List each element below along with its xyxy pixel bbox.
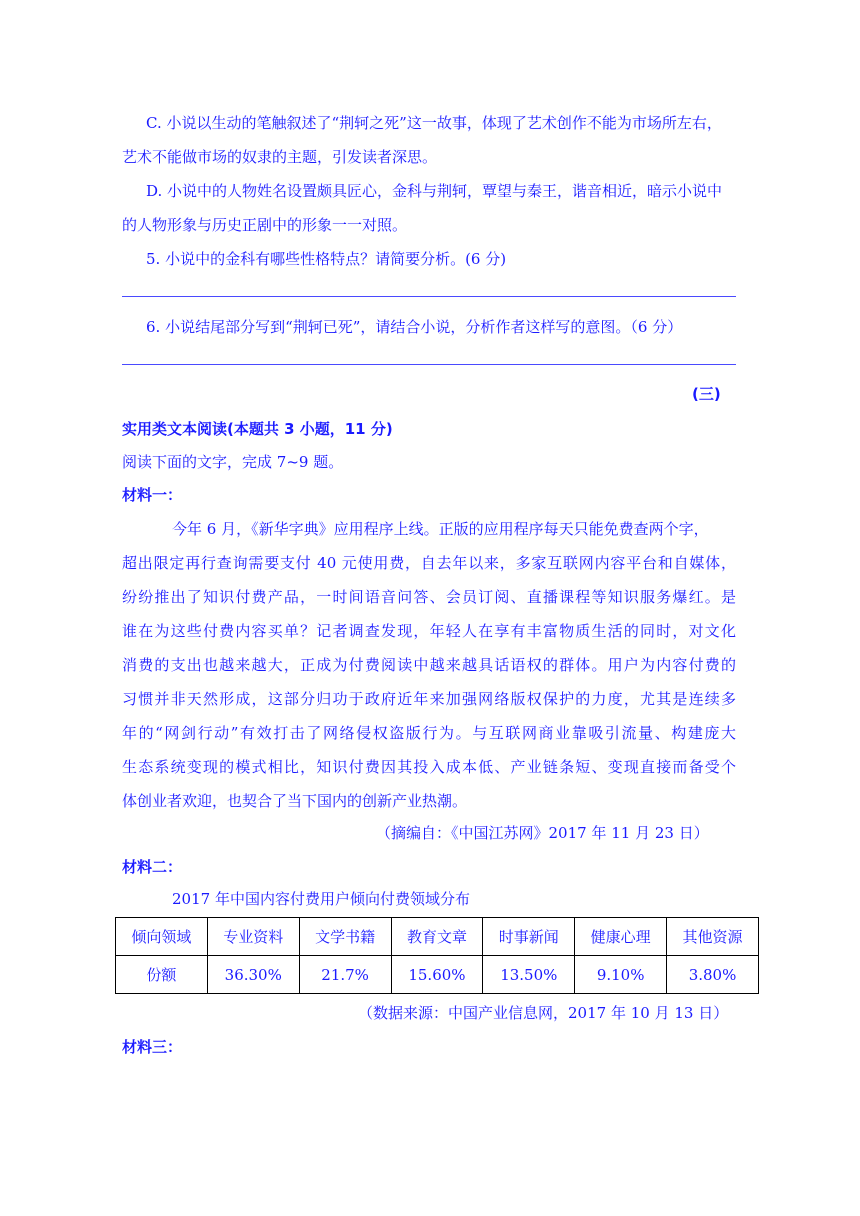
material1-line: 习惯并非天然形成，这部分归功于政府近年来加强网络版权保护的力度，尤其是连续多	[122, 690, 736, 708]
answer-line-5	[122, 296, 736, 297]
material1-line: 生态系统变现的模式相比，知识付费因其投入成本低、产业链条短、变现直接而备受个	[122, 758, 736, 776]
option-d-line2: 的人物形象与历史正剧中的形象一一对照。	[122, 216, 408, 234]
material1-line: 年的“网剑行动”有效打击了网络侵权盗版行为。与互联网商业靠吸引流量、构建庞大	[122, 724, 736, 742]
option-d-line1: D. 小说中的人物姓名设置颇具匠心，金科与荆轲，覃望与秦王，谐音相近，暗示小说中	[146, 182, 723, 200]
material3-label: 材料三：	[122, 1038, 183, 1056]
option-c-line1: C. 小说以生动的笔触叙述了“荆轲之死”这一故事，体现了艺术创作不能为市场所左右，	[146, 114, 722, 132]
material1-source: （摘编自：《中国江苏网》2017 年 11 月 23 日）	[376, 824, 709, 842]
table-cell: 教育文章	[391, 918, 483, 956]
table-cell: 份额	[116, 956, 208, 994]
material2-source: （数据来源：中国产业信息网，2017 年 10 月 13 日）	[358, 1004, 729, 1022]
distribution-table	[115, 917, 759, 994]
material1-line: 体创业者欢迎，也契合了当下国内的创新产业热潮。	[122, 792, 468, 810]
material1-line: 消费的支出也越来越大，正成为付费阅读中越来越具话语权的群体。用户为内容付费的	[122, 656, 736, 674]
table-cell: 专业资料	[207, 918, 299, 956]
question-5: 5. 小说中的金科有哪些性格特点？请简要分析。(6 分)	[146, 250, 507, 268]
answer-line-6	[122, 364, 736, 365]
table-cell: 健康心理	[575, 918, 667, 956]
section-instruction: 阅读下面的文字，完成 7~9 题。	[122, 453, 344, 471]
table-cell: 36.30%	[207, 956, 299, 994]
table-cell: 倾向领域	[116, 918, 208, 956]
table-cell: 13.50%	[483, 956, 575, 994]
table-cell: 9.10%	[575, 956, 667, 994]
table-cell: 21.7%	[299, 956, 391, 994]
option-c-line2: 艺术不能做市场的奴隶的主题，引发读者深思。	[122, 148, 438, 166]
table-cell: 3.80%	[667, 956, 759, 994]
table-row	[116, 956, 759, 994]
table-cell: 文学书籍	[299, 918, 391, 956]
material1-line: 今年 6 月，《新华字典》应用程序上线。正版的应用程序每天只能免费查两个字，	[172, 520, 709, 538]
material2-label: 材料二：	[122, 858, 183, 876]
material1-line: 谁在为这些付费内容买单？记者调查发现，年轻人在享有丰富物质生活的同时，对文化	[122, 622, 736, 640]
table-cell: 其他资源	[667, 918, 759, 956]
table-title: 2017 年中国内容付费用户倾向付费领域分布	[172, 890, 470, 908]
material1-label: 材料一：	[122, 486, 183, 504]
table-header-row	[116, 918, 759, 956]
table-cell: 15.60%	[391, 956, 483, 994]
question-6: 6. 小说结尾部分写到“荆轲已死”，请结合小说，分析作者这样写的意图。（6 分）	[146, 318, 683, 336]
table-cell: 时事新闻	[483, 918, 575, 956]
section-marker: (三)	[692, 385, 721, 403]
section-title: 实用类文本阅读(本题共 3 小题，11 分)	[122, 420, 393, 438]
material1-line: 纷纷推出了知识付费产品，一时间语音问答、会员订阅、直播课程等知识服务爆红。是	[122, 588, 736, 606]
material1-line: 超出限定再行查询需要支付 40 元使用费，自去年以来，多家互联网内容平台和自媒体，	[122, 554, 736, 572]
